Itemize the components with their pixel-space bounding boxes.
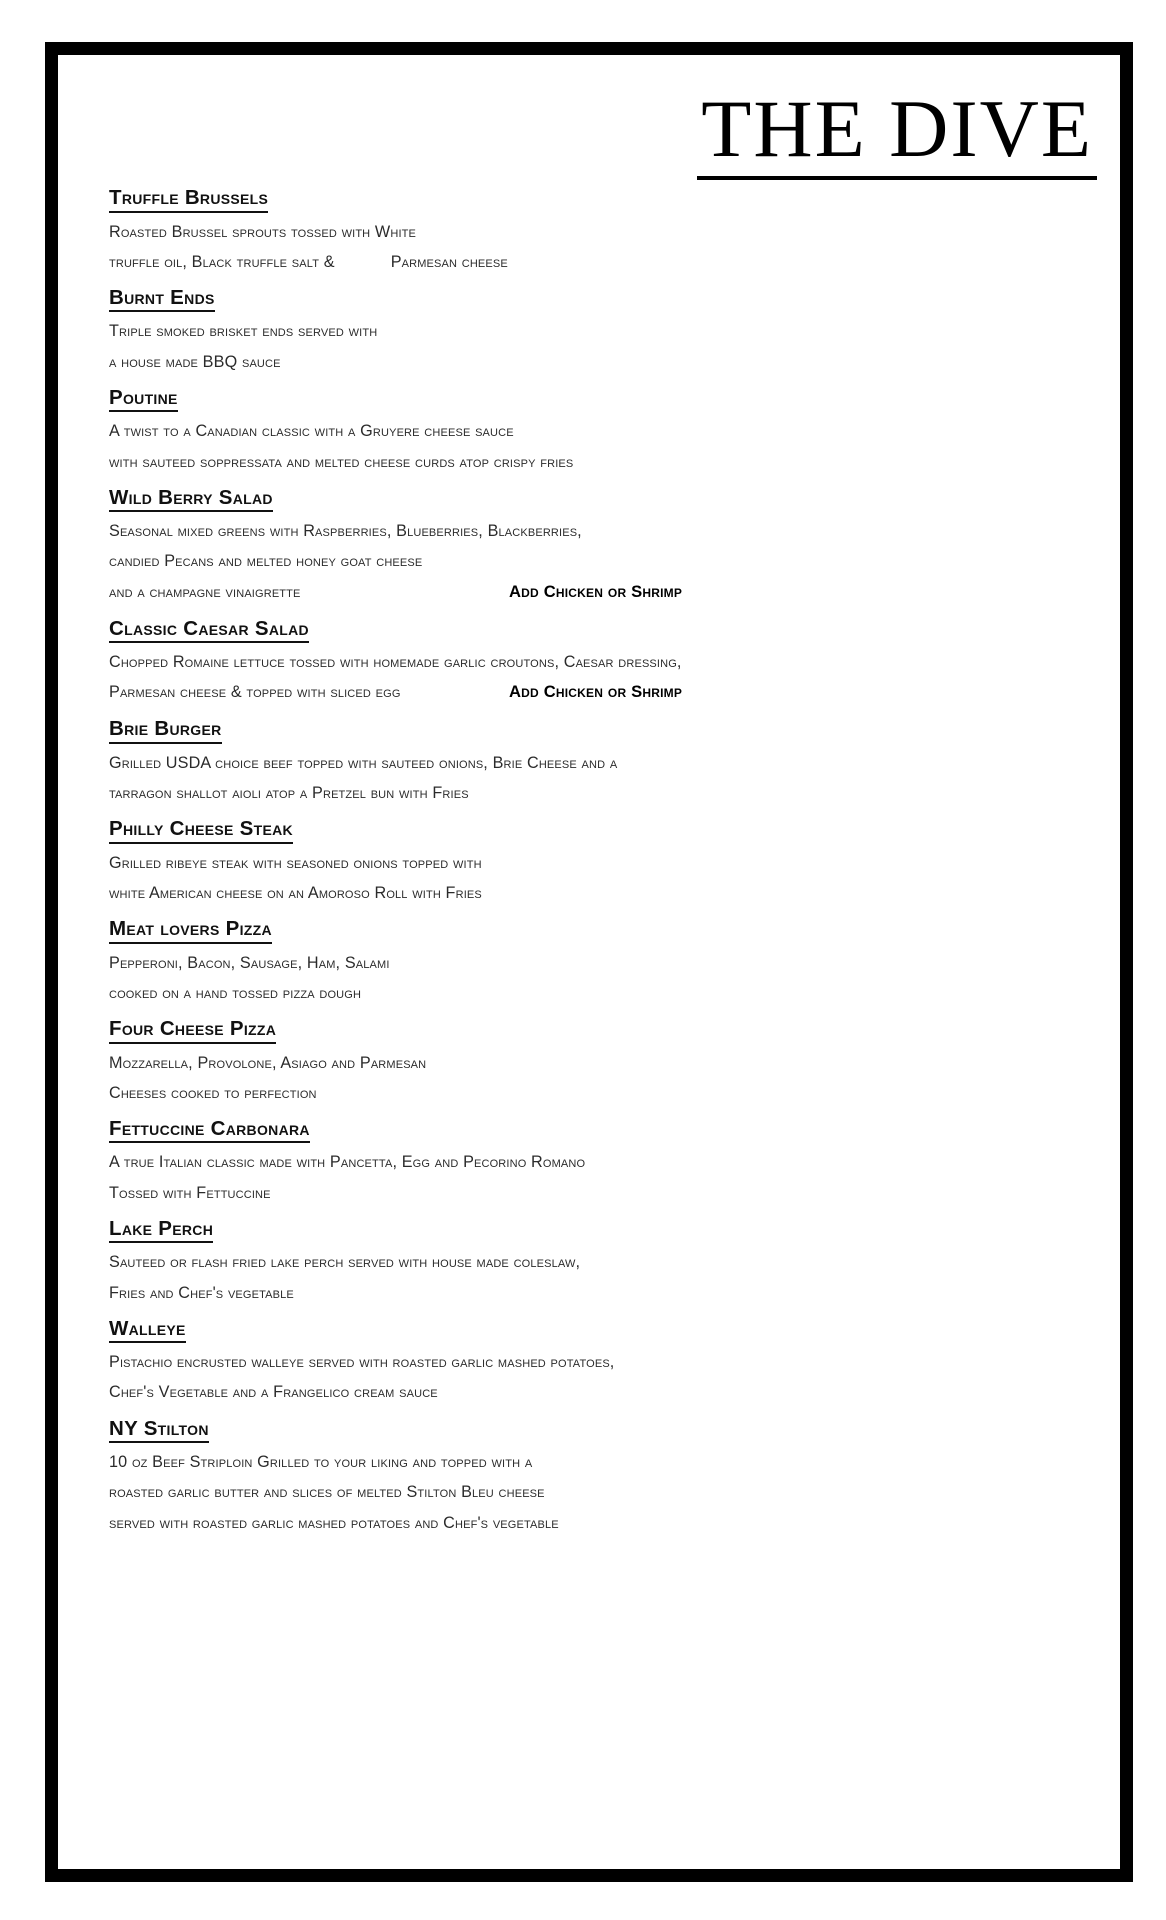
menu-item-name: Brie Burger [109, 719, 222, 744]
menu-item-name: Poutine [109, 388, 178, 413]
menu-item [109, 385, 1095, 471]
menu-item-name: Burnt Ends [109, 288, 215, 313]
menu-item-description-line: candied Pecans and melted honey goat cheese [109, 552, 423, 571]
menu-content [63, 60, 1115, 1864]
menu-item-description-line: A twist to a Canadian classic with a Gruyere cheese sauce [109, 422, 514, 441]
menu-item-description-line [109, 254, 1095, 270]
menu-item-description-line: a house made BBQ sauce [109, 352, 281, 371]
menu-item-name: NY Stilton [109, 1419, 209, 1444]
menu-item-name: Meat lovers Pizza [109, 919, 272, 944]
menu-item-description-line: Tossed with Fettuccine [109, 1183, 271, 1202]
menu-item [109, 1316, 1095, 1402]
menu-item-list [109, 188, 1095, 1537]
menu-item-description-line: Chopped Romaine lettuce tossed with homemade garlic croutons, Caesar dressing, [109, 653, 682, 672]
menu-item-name: Classic Caesar Salad [109, 619, 309, 644]
menu-item-description-line: Roasted Brussel sprouts tossed with White [109, 222, 417, 241]
menu-item-description-line: Fries and Chef's vegetable [109, 1283, 294, 1302]
menu-item-name: Wild Berry Salad [109, 488, 273, 513]
menu-item-name: Four Cheese Pizza [109, 1019, 276, 1044]
menu-item [109, 616, 1095, 702]
menu-item-description-segment: truffle oil, Black truffle salt & [109, 252, 335, 271]
menu-item-description-line: 10 oz Beef Striploin Grilled to your liking and topped with a [109, 1453, 533, 1472]
menu-item-description-line: A true Italian classic made with Pancetta, Egg and Pecorino Romano [109, 1153, 586, 1172]
menu-item [109, 1019, 1095, 1101]
menu-item-description-segment: Parmesan cheese [390, 252, 508, 271]
menu-item-addon-option: Add Chicken or Shrimp [509, 682, 683, 702]
menu-item [109, 919, 1095, 1001]
menu-item-description-line: Grilled ribeye steak with seasoned onions topped with [109, 853, 482, 872]
menu-item-description-line: white American cheese on an Amoroso Roll with Fries [109, 883, 482, 902]
menu-item-description-line: Cheeses cooked to perfection [109, 1083, 317, 1102]
menu-item-description-line: Seasonal mixed greens with Raspberries, Blueberries, Blackberries, [109, 522, 582, 541]
title-container [63, 83, 1097, 180]
menu-item-description-line: tarragon shallot aioli atop a Pretzel bun with Fries [109, 784, 469, 803]
menu-item [109, 188, 1095, 270]
menu-item-description-row [109, 684, 1095, 701]
restaurant-title: THE DIVE [697, 88, 1097, 180]
menu-item-name: Fettuccine Carbonara [109, 1119, 310, 1144]
menu-item-description-line: cooked on a hand tossed pizza dough [109, 983, 362, 1002]
menu-item-description-line: with sauteed soppressata and melted cheese curds atop crispy fries [109, 452, 574, 471]
menu-item-description-line: and a champagne vinaigrette [109, 582, 301, 601]
menu-item-description-line: Pistachio encrusted walleye served with roasted garlic mashed potatoes, [109, 1353, 615, 1372]
menu-item [109, 719, 1095, 801]
menu-item [109, 1416, 1095, 1532]
menu-item [109, 1116, 1095, 1202]
menu-item [109, 485, 1095, 601]
menu-item-description-line: Parmesan cheese & topped with sliced egg [109, 683, 401, 702]
menu-item-description-line: Chef's Vegetable and a Frangelico cream sauce [109, 1383, 438, 1402]
menu-item-name: Philly Cheese Steak [109, 819, 293, 844]
menu-item-description-line: Grilled USDA choice beef topped with sauteed onions, Brie Cheese and a [109, 753, 618, 772]
menu-item-description-line: roasted garlic butter and slices of melted Stilton Bleu cheese [109, 1483, 545, 1502]
menu-item-name: Truffle Brussels [109, 188, 268, 213]
menu-item-description-line: Pepperoni, Bacon, Sausage, Ham, Salami [109, 953, 390, 972]
menu-item [109, 285, 1095, 371]
menu-item-name: Walleye [109, 1319, 186, 1344]
menu-item-addon-option: Add Chicken or Shrimp [509, 581, 683, 601]
menu-item-description-line: Sauteed or flash fried lake perch served with house made coleslaw, [109, 1253, 581, 1272]
menu-item-description-line: Triple smoked brisket ends served with [109, 322, 378, 341]
menu-item [109, 1216, 1095, 1302]
menu-item-name: Lake Perch [109, 1219, 213, 1244]
menu-item-description-line: Mozzarella, Provolone, Asiago and Parmesan [109, 1053, 427, 1072]
menu-item [109, 819, 1095, 901]
menu-item-description-row [109, 581, 1095, 601]
menu-item-description-line: served with roasted garlic mashed potatoes and Chef's vegetable [109, 1513, 559, 1532]
